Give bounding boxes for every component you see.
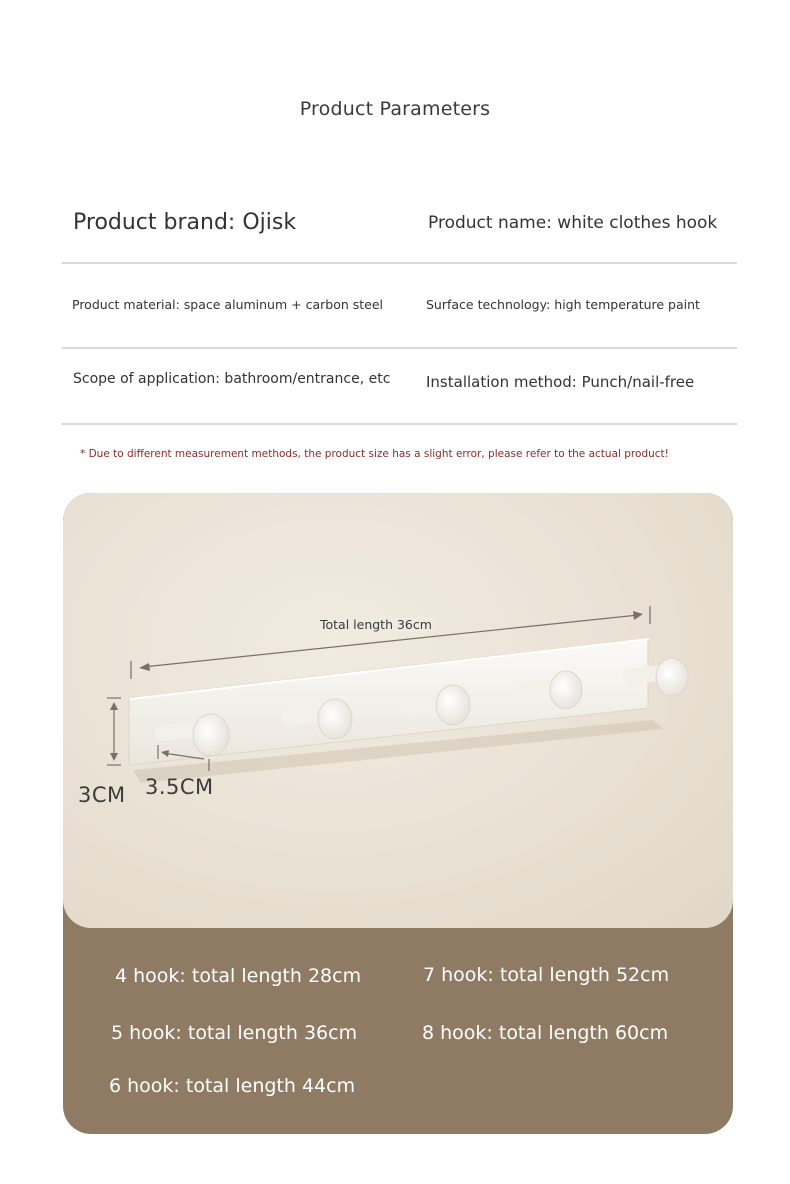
scope-of-application: Scope of application: bathroom/entrance, etc xyxy=(73,371,391,387)
parameter-row xyxy=(62,264,737,349)
product-card xyxy=(63,493,733,1134)
parameter-table xyxy=(62,180,737,425)
height-label: 3CM xyxy=(78,783,126,807)
spec-7-hook: 7 hook: total length 52cm xyxy=(423,964,670,986)
hook-rack-illustration xyxy=(63,493,733,928)
spec-6-hook: 6 hook: total length 44cm xyxy=(109,1075,356,1097)
product-material: Product material: space aluminum + carbon steel xyxy=(72,297,383,312)
product-name: Product name: white clothes hook xyxy=(428,213,718,233)
product-photo xyxy=(63,493,733,928)
total-length-label: Total length 36cm xyxy=(320,617,432,632)
spec-8-hook: 8 hook: total length 60cm xyxy=(422,1022,669,1044)
height-dimension xyxy=(107,698,121,765)
spec-5-hook: 5 hook: total length 36cm xyxy=(111,1022,358,1044)
product-brand: Product brand: Ojisk xyxy=(73,210,297,235)
parameter-row xyxy=(62,180,737,264)
measurement-note: * Due to different measurement methods, the product size has a slight error, please refer to the actual product! xyxy=(80,448,669,460)
surface-technology: Surface technology: high temperature paint xyxy=(426,297,700,312)
depth-label: 3.5CM xyxy=(145,775,214,799)
spec-4-hook: 4 hook: total length 28cm xyxy=(115,965,362,987)
parameter-row xyxy=(62,349,737,425)
page-title: Product Parameters xyxy=(299,98,491,120)
installation-method: Installation method: Punch/nail-free xyxy=(426,373,695,391)
